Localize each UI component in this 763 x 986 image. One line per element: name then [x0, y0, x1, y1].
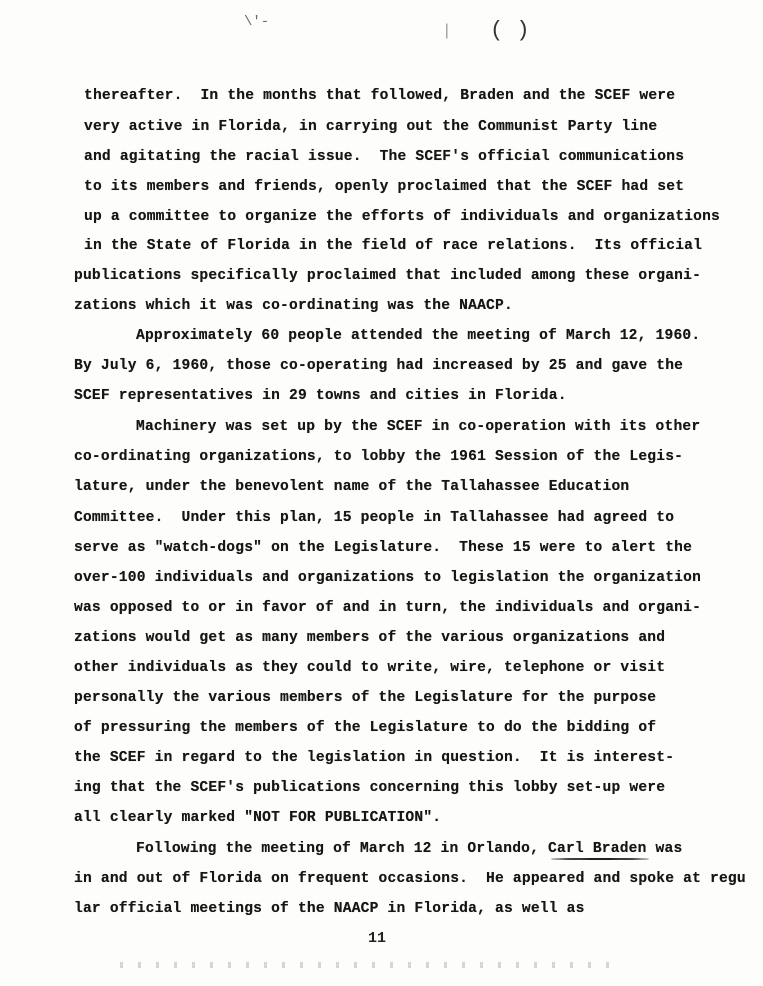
text-line: to its members and friends, openly proclaimed that the SCEF had set	[84, 179, 685, 195]
scan-mark: \'-	[244, 14, 270, 30]
text-line: of pressuring the members of the Legislature to do the bidding of	[74, 720, 657, 736]
text-line: zations would get as many members of the various organizations and	[74, 630, 666, 646]
text-line: Approximately 60 people attended the meeting of March 12, 1960.	[136, 328, 701, 344]
text-line: ing that the SCEF's publications concerning this lobby set-up were	[74, 780, 666, 796]
text-line: very active in Florida, in carrying out the Communist Party line	[84, 119, 658, 135]
text-line: Following the meeting of March 12 in Orlando, Carl Braden was	[136, 841, 683, 857]
text-line: and agitating the racial issue. The SCEF's official communications	[84, 149, 685, 165]
scan-noise	[120, 962, 620, 968]
text-line: was opposed to or in favor of and in turn, the individuals and organi-	[74, 600, 702, 616]
punch-hole-mark: ( )	[490, 18, 530, 43]
text-line: thereafter. In the months that followed, Braden and the SCEF were	[84, 88, 676, 104]
text-line: zations which it was co-ordinating was the NAACP.	[74, 298, 513, 314]
scan-mark: |	[442, 22, 452, 40]
text-line: the SCEF in regard to the legislation in question. It is interest-	[74, 750, 675, 766]
text-line: in and out of Florida on frequent occasions. He appeared and spoke at regu	[74, 871, 746, 887]
text-line: co-ordinating organizations, to lobby the 1961 Session of the Legis-	[74, 449, 684, 465]
text-line: in the State of Florida in the field of race relations. Its official	[84, 238, 703, 254]
text-line: lar official meetings of the NAACP in Florida, as well as	[74, 901, 585, 917]
text-line: other individuals as they could to write, wire, telephone or visit	[74, 660, 666, 676]
text-line: all clearly marked "NOT FOR PUBLICATION".	[74, 810, 442, 826]
text-line: Machinery was set up by the SCEF in co-operation with its other	[136, 419, 701, 435]
handwritten-underline	[551, 858, 649, 860]
text-line: By July 6, 1960, those co-operating had increased by 25 and gave the	[74, 358, 684, 374]
text-line: serve as "watch-dogs" on the Legislature. These 15 were to alert the	[74, 540, 693, 556]
text-line: lature, under the benevolent name of the Tallahassee Education	[74, 479, 630, 495]
text-line: up a committee to organize the efforts of individuals and organizations	[84, 209, 720, 225]
text-line: over-100 individuals and organizations to legislation the organization	[74, 570, 702, 586]
text-line: SCEF representatives in 29 towns and cities in Florida.	[74, 388, 567, 404]
text-line: publications specifically proclaimed that included among these organi-	[74, 268, 702, 284]
text-line: personally the various members of the Legislature for the purpose	[74, 690, 657, 706]
text-line: Committee. Under this plan, 15 people in Tallahassee had agreed to	[74, 510, 675, 526]
page-number: 11	[368, 930, 387, 947]
